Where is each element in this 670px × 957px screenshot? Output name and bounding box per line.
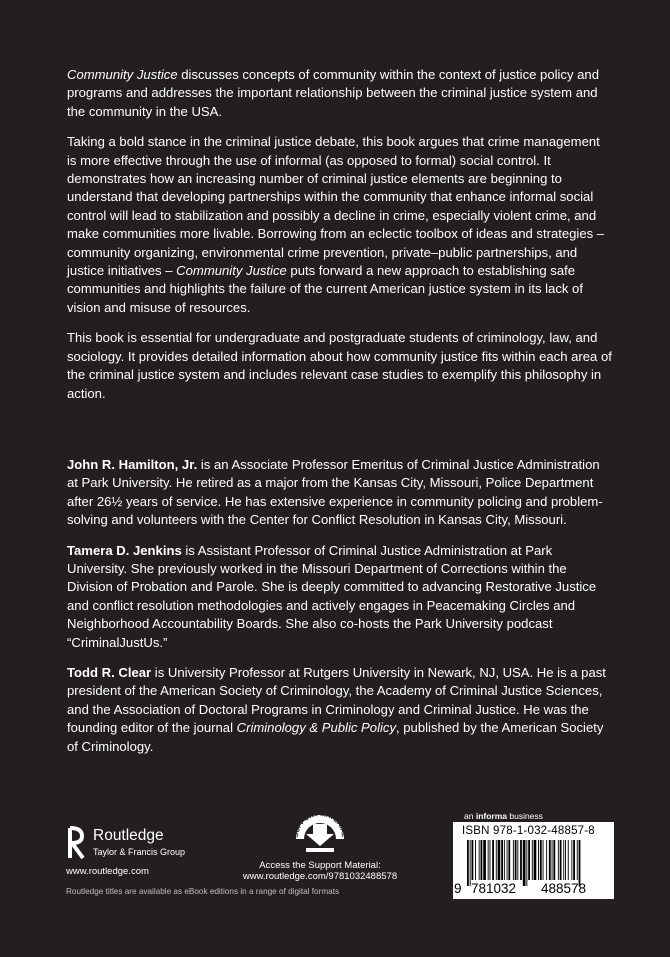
bio-jenkins: [67, 542, 612, 652]
barcode-bar: [501, 840, 503, 880]
barcode-digit-group-1: 781032: [471, 881, 517, 896]
informa-prefix: an: [464, 811, 476, 821]
barcode-bar: [492, 840, 494, 880]
barcode-bar: [517, 840, 518, 880]
book-title-italic: Community Justice: [176, 263, 287, 279]
barcode-bar: [528, 840, 530, 880]
barcode-bar: [571, 840, 572, 880]
informa-tagline: [464, 811, 543, 821]
ebook-footnote: Routledge titles are available as eBook editions in a range of digital formats: [66, 887, 340, 896]
barcode-bar: [573, 840, 575, 880]
informa-suffix: business: [507, 811, 543, 821]
barcode-digit-group-2: 488578: [541, 881, 587, 896]
blurb: [67, 66, 612, 415]
barcode-bar: [479, 840, 480, 880]
barcode-bar: [470, 840, 471, 886]
book-title-italic: Community Justice: [67, 67, 178, 82]
author-name: Todd R. Clear: [67, 665, 152, 681]
blurb-text: puts forward a new approach to establishing safe communities and highlights the failure of the current American justice system in its lack of vision and misuse of resources.: [67, 263, 583, 315]
barcode-bar: [472, 840, 474, 880]
support-material-badge-icon: [291, 808, 349, 856]
barcode-bar: [488, 840, 489, 880]
barcode-bar: [513, 840, 514, 880]
bio-hamilton: [67, 456, 612, 530]
barcode-bar: [579, 840, 581, 886]
barcode-bar: [546, 840, 547, 880]
barcode-bar: [483, 840, 486, 880]
support-material: [230, 808, 410, 882]
barcode-bar: [467, 840, 469, 886]
blurb-paragraph-1: [67, 66, 612, 121]
barcode-bar: [568, 840, 569, 880]
barcode-bar: [565, 840, 566, 880]
barcode-bar: [560, 840, 562, 880]
author-bios: [67, 456, 612, 768]
mark-lettering: ROUTLEDGE: [85, 828, 89, 849]
publisher-name: Routledge: [93, 827, 164, 844]
author-name: John R. Hamilton, Jr.: [67, 457, 198, 472]
badge-text: SUPPORT MATERIAL: [292, 810, 348, 838]
barcode-bar: [475, 840, 476, 880]
journal-title-italic: Criminology & Public Policy: [236, 720, 396, 736]
barcode-bar: [552, 840, 553, 880]
publisher-subtitle: Taylor & Francis Group: [93, 847, 186, 857]
routledge-mark-icon: [66, 826, 88, 860]
barcode-bar: [515, 840, 517, 880]
barcode-bar: [538, 840, 539, 880]
barcode-bar: [543, 840, 544, 880]
barcode-bar: [558, 840, 559, 880]
barcode-bar: [526, 840, 527, 886]
bio-text: is Assistant Professor of Criminal Justice Administration at Park University. She previously worked in the Missouri Department of Corrections within the Division of Probation and Parole. She is deeply committed to advancing Restorative Justice and conflict resolution methodologies and actively engages in Peacemaking Circles and Neighborhood Accountability Boards. She also co-hosts the Park University podcast “CriminalJustUs.”: [67, 542, 597, 650]
barcode-bar: [577, 840, 578, 880]
barcode-bar: [504, 840, 505, 880]
barcode-bar: [498, 840, 501, 880]
informa-brand: informa: [475, 811, 507, 821]
barcode-bar: [540, 840, 542, 880]
support-label: Access the Support Material:: [259, 860, 381, 871]
bio-text: is an Associate Professor Emeritus of Criminal Justice Administration at Park University. He retired as a major from the Kansas City, Missouri, Police Department after 26½ years of service. He has extensive experience in community policing and problem-solving and volunteers with the Center for Conflict Resolution in Kansas City, Missouri.: [67, 457, 603, 528]
barcode-bar: [549, 840, 551, 880]
bio-clear: [67, 664, 612, 756]
bio-text: , published by the American Society of Criminology.: [67, 720, 604, 754]
barcode-bar: [507, 840, 508, 880]
barcode-bar: [563, 840, 564, 880]
publisher-website: www.routledge.com: [66, 866, 149, 877]
barcode-bar: [490, 840, 491, 880]
barcode-digit-first: 9: [454, 881, 462, 896]
barcode-bar: [532, 840, 533, 880]
barcode-bar: [553, 840, 555, 880]
barcode-bar: [508, 840, 510, 880]
blurb-text: discusses concepts of community within the context of justice policy and programs and addresses the important relationship between the criminal justice system and the community in the USA.: [67, 67, 599, 119]
barcode-bars: [461, 840, 607, 882]
barcode-bar: [523, 840, 526, 886]
blurb-text: Taking a bold stance in the criminal justice debate, this book argues that crime management is more effective through the use of informal (as opposed to formal) social control. It demonstrates how an increasing number of criminal justice elements are beginning to understand that developing partnerships within the community that enhance informal social control will lead to stabilization and possibly a decline in crime, especially violent crime, and make communities more livable. Borrowing from an eclectic toolbox of ideas and strategies – community organizing, environmental crime prevention, private–public partnerships, and justice initiatives –: [67, 134, 605, 279]
barcode: [453, 822, 614, 899]
blurb-paragraph-3: This book is essential for undergraduate and postgraduate students of criminology, law, and sociology. It provides detailed information about how community justice fits within each area of the criminal justice system and includes relevant case studies to exemplify this philosophy in action.: [67, 330, 612, 401]
barcode-bar: [496, 840, 497, 880]
support-url[interactable]: www.routledge.com/9781032488578: [242, 871, 398, 882]
barcode-bar: [520, 840, 522, 880]
bio-text: is University Professor at Rutgers University in Newark, NJ, USA. He is a past president of the American Society of Criminology, the Academy of Criminal Justice Sciences, and the Association of Doctoral Programs in Criminology and Criminal Justice. He was the founding editor of the journal: [67, 665, 606, 736]
author-name: Tamera D. Jenkins: [67, 542, 182, 558]
blurb-paragraph-2: [67, 133, 612, 317]
barcode-bar: [481, 840, 483, 880]
isbn-text: ISBN 978-1-032-48857-8: [462, 825, 595, 837]
barcode-bar: [534, 840, 537, 880]
